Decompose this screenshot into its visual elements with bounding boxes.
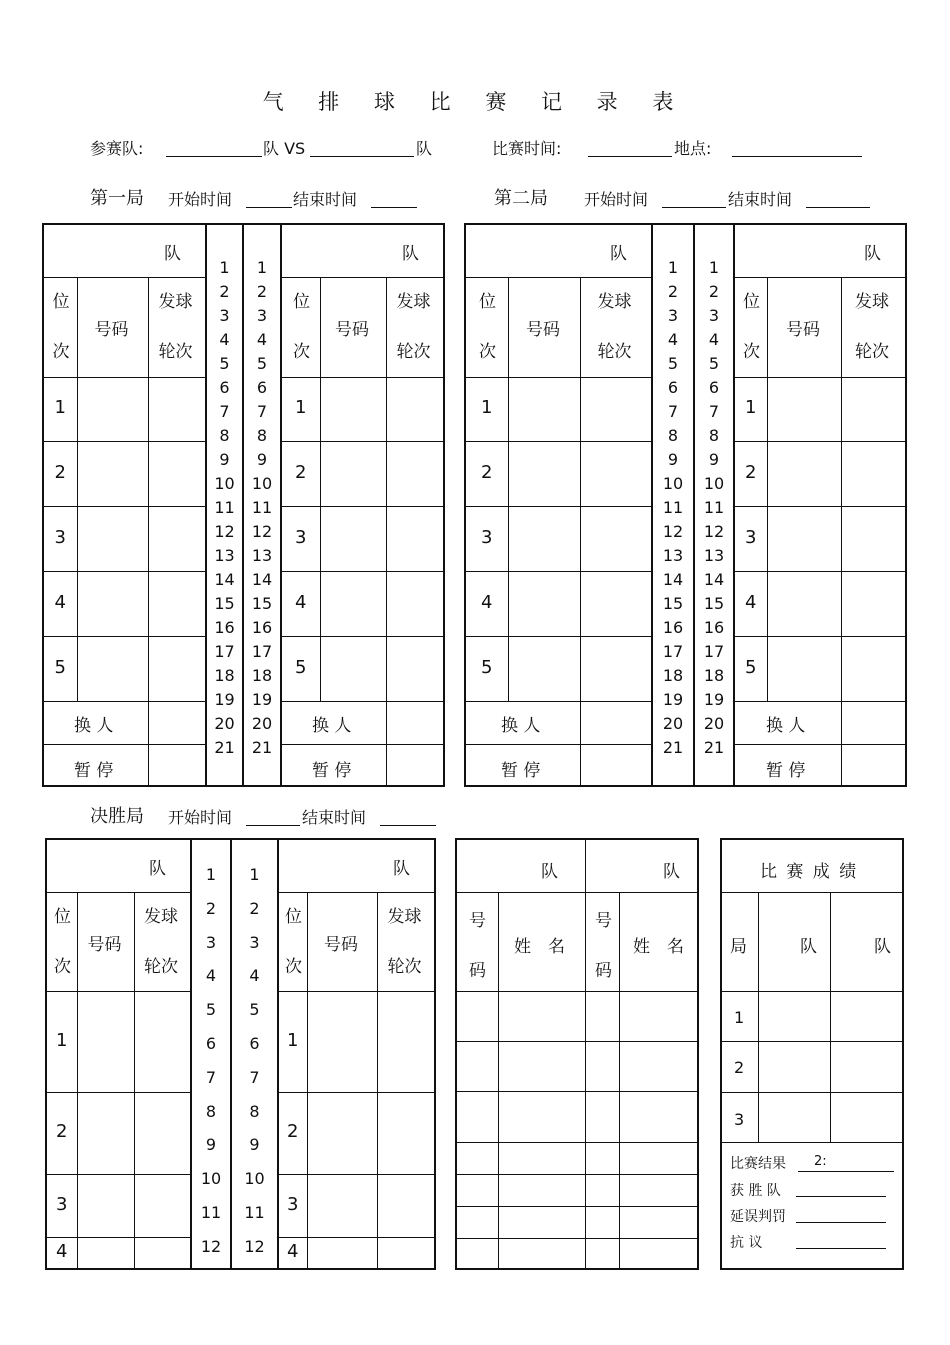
g2-score-left-num-4[interactable]: 4 [667, 330, 679, 349]
g2-left-serve-label-2: 轮次 [597, 342, 632, 362]
g1-score-right-num-4[interactable]: 4 [256, 330, 268, 349]
g2-score-left-num-8[interactable]: 8 [667, 426, 679, 445]
g2-left-row-4: 4 [481, 591, 493, 613]
g2-score-right-num-17[interactable]: 17 [703, 642, 725, 661]
g2-score-left-num-7[interactable]: 7 [667, 402, 679, 421]
g2-score-right [693, 223, 735, 787]
g1-score-left-num-12[interactable]: 12 [214, 522, 235, 541]
place-label: 地点: [674, 139, 712, 158]
g3-score-right-num-4[interactable]: 4 [249, 966, 260, 986]
team-a-field[interactable] [166, 140, 262, 157]
g1-score-right-num-14[interactable]: 14 [251, 570, 273, 589]
g1-left-team-label: 队 [164, 244, 181, 264]
g2-left-row-1: 1 [481, 397, 493, 418]
g2-right-sub-label: 换 人 [766, 716, 806, 736]
g2-left-pos-label-2: 次 [479, 342, 496, 362]
g1-right-pos-label-1: 位 [293, 292, 310, 312]
g2-right-serve-label-2: 轮次 [855, 342, 889, 362]
g1-left-serve-label-2: 轮次 [158, 342, 193, 362]
g3-score-right-num-11[interactable]: 11 [244, 1203, 265, 1222]
team-b-field[interactable] [310, 140, 414, 157]
g2-left-team-label: 队 [610, 244, 627, 264]
g1-score-right-num-1[interactable]: 1 [256, 258, 268, 277]
g2-left-table [464, 223, 653, 787]
g1-score-right-num-19[interactable]: 19 [251, 690, 273, 709]
g2-right-pos-label-1: 位 [743, 292, 760, 312]
g3-score-right-num-8[interactable]: 8 [249, 1101, 260, 1121]
g2-score-right-num-15[interactable]: 15 [703, 594, 725, 613]
g2-score-right-num-7[interactable]: 7 [708, 402, 720, 421]
g2-score-left-num-12[interactable]: 12 [662, 522, 684, 541]
g2-left-pos-label-1: 位 [479, 292, 496, 312]
g1-score-right-num-8[interactable]: 8 [256, 426, 268, 445]
g1-score-right-num-12[interactable]: 12 [251, 522, 273, 541]
g1-left-pos-label-2: 次 [52, 342, 70, 362]
g2-right-timeout-label: 暂 停 [766, 761, 806, 781]
g1-right-row-3: 3 [295, 526, 307, 548]
g2-right-row-2: 2 [745, 461, 757, 483]
game1-label: 第一局 [90, 188, 144, 209]
result-game-3: 3 [734, 1110, 745, 1129]
g1-score-right [242, 223, 282, 787]
decider-start-field[interactable] [246, 809, 300, 826]
g2-left-serve-label-1: 发球 [597, 292, 632, 312]
g1-left-row-4: 4 [54, 591, 66, 613]
g1-right-team-label: 队 [402, 244, 419, 264]
g3-score-left [190, 838, 232, 1270]
g2-score-right-num-19[interactable]: 19 [703, 690, 725, 709]
g1-score-right-num-9[interactable]: 9 [256, 450, 268, 469]
g1-score-left-num-21[interactable]: 21 [214, 738, 235, 757]
g2-right-pos-label-2: 次 [743, 342, 760, 362]
page-title: 气 排 球 比 赛 记 录 表 [262, 90, 688, 114]
g2-score-left-num-18[interactable]: 18 [662, 666, 684, 685]
result-game-2: 2 [734, 1058, 745, 1077]
roster-name-a: 姓 名 [514, 937, 565, 957]
result-table [720, 838, 904, 1270]
result-game-1: 1 [734, 1008, 745, 1027]
winner-field[interactable] [796, 1181, 886, 1197]
game2-end-field[interactable] [806, 191, 870, 208]
g1-score-left-num-5[interactable]: 5 [219, 354, 230, 373]
g1-score-right-num-6[interactable]: 6 [256, 378, 268, 397]
g3-left-row-1: 1 [56, 1029, 68, 1051]
game2-start-field[interactable] [662, 191, 726, 208]
g1-score-left-num-17[interactable]: 17 [214, 642, 235, 661]
result-team-b: 队 [874, 937, 891, 957]
g2-right-row-4: 4 [745, 591, 757, 613]
g1-right-pos-label-2: 次 [293, 342, 310, 362]
g3-score-right-num-2[interactable]: 2 [249, 898, 260, 918]
g2-score-left-num-14[interactable]: 14 [662, 570, 684, 589]
roster-num-b-2: 码 [595, 961, 612, 981]
g1-left-table [42, 223, 207, 787]
vs-label: 队 VS [263, 139, 306, 158]
decider-label: 决胜局 [90, 806, 144, 827]
g3-right-serve-label-1: 发球 [387, 907, 422, 927]
g2-score-left-num-19[interactable]: 19 [662, 690, 684, 709]
g1-score-right-num-21[interactable]: 21 [251, 738, 273, 757]
g1-score-left-num-4[interactable]: 4 [219, 330, 230, 349]
g3-score-left-num-1[interactable]: 1 [205, 865, 217, 884]
g1-score-left-num-6[interactable]: 6 [219, 378, 230, 397]
g3-score-right-num-5[interactable]: 5 [249, 1000, 260, 1020]
g2-score-right-num-16[interactable]: 16 [703, 618, 725, 637]
g2-right-row-5: 5 [745, 656, 757, 678]
g2-score-left-num-2[interactable]: 2 [667, 282, 679, 301]
g2-right-number-label: 号码 [786, 320, 820, 340]
g3-left-serve-label-1: 发球 [144, 907, 178, 927]
g1-right-timeout-label: 暂 停 [312, 761, 352, 781]
g2-left-row-2: 2 [481, 461, 493, 483]
match-time-field[interactable] [588, 140, 672, 157]
g2-score-right-num-3[interactable]: 3 [708, 306, 720, 325]
g3-score-left-num-3[interactable]: 3 [205, 932, 217, 952]
g2-score-left [651, 223, 695, 787]
g2-score-right-num-8[interactable]: 8 [708, 426, 720, 445]
g3-left-table [45, 838, 192, 1270]
g3-right-row-2: 2 [287, 1121, 299, 1142]
g2-score-right-num-6[interactable]: 6 [708, 378, 720, 397]
g3-score-right-num-7[interactable]: 7 [249, 1067, 260, 1087]
g2-score-right-num-1[interactable]: 1 [708, 258, 720, 277]
g2-score-right-num-12[interactable]: 12 [703, 522, 725, 541]
g3-score-right-num-1[interactable]: 1 [249, 865, 260, 884]
g1-score-right-num-11[interactable]: 11 [251, 498, 273, 517]
g1-score-right-num-20[interactable]: 20 [251, 714, 273, 733]
team-b-suffix: 队 [416, 139, 433, 158]
g1-left-timeout-label: 暂 停 [74, 761, 114, 781]
g1-score-right-num-13[interactable]: 13 [251, 546, 273, 565]
g2-right-row-3: 3 [745, 526, 757, 548]
g1-score-left-num-19[interactable]: 19 [214, 690, 235, 709]
g1-score-left-num-8[interactable]: 8 [219, 426, 230, 445]
g3-left-row-4: 4 [56, 1240, 68, 1262]
g2-score-left-num-6[interactable]: 6 [667, 378, 679, 397]
game2-end-label: 结束时间 [728, 190, 793, 209]
g2-score-right-num-14[interactable]: 14 [703, 570, 725, 589]
g1-right-serve-label-2: 轮次 [396, 342, 431, 362]
g2-score-left-num-9[interactable]: 9 [667, 450, 679, 469]
g2-score-left-num-5[interactable]: 5 [667, 354, 679, 373]
g2-score-left-num-13[interactable]: 13 [662, 546, 684, 565]
roster-num-a-2: 码 [469, 961, 486, 981]
match-result-label: 比赛结果 [730, 1156, 786, 1172]
g3-score-left-num-10[interactable]: 10 [200, 1169, 222, 1189]
g1-right-serve-label-1: 发球 [396, 292, 431, 312]
place-field[interactable] [732, 140, 862, 157]
g2-left-row-3: 3 [481, 526, 493, 548]
game1-start-field[interactable] [246, 191, 292, 208]
g1-left-number-label: 号码 [94, 320, 129, 340]
g3-right-team-label: 队 [393, 859, 410, 879]
g3-score-right [230, 838, 279, 1270]
g1-score-right-num-16[interactable]: 16 [251, 618, 273, 637]
g2-score-right-num-5[interactable]: 5 [708, 354, 720, 373]
g1-score-right-num-17[interactable]: 17 [251, 642, 273, 661]
g1-score-right-num-10[interactable]: 10 [251, 474, 273, 493]
g1-right-row-5: 5 [295, 656, 307, 678]
g1-left-row-5: 5 [54, 656, 66, 678]
g3-score-left-num-8[interactable]: 8 [205, 1101, 217, 1121]
teams-label: 参赛队: [90, 139, 144, 158]
g1-right-row-2: 2 [295, 461, 307, 483]
g2-score-right-num-20[interactable]: 20 [703, 714, 725, 733]
g1-score-left-num-2[interactable]: 2 [219, 282, 230, 301]
g3-left-serve-label-2: 轮次 [144, 957, 178, 977]
decider-end-field[interactable] [380, 809, 436, 826]
protest-label: 抗 议 [730, 1235, 763, 1251]
g2-score-left-num-3[interactable]: 3 [667, 306, 679, 325]
game2-label: 第二局 [494, 188, 548, 209]
g1-right-table [280, 223, 445, 787]
g2-right-serve-label-1: 发球 [855, 292, 889, 312]
g2-score-left-num-16[interactable]: 16 [662, 618, 684, 637]
g3-left-pos-label-2: 次 [54, 957, 71, 977]
g1-right-sub-label: 换 人 [312, 716, 352, 736]
roster-num-b-1: 号 [595, 911, 612, 931]
match-time-label: 比赛时间: [492, 139, 562, 158]
g3-right-number-label: 号码 [324, 934, 358, 955]
g2-score-left-num-20[interactable]: 20 [662, 714, 684, 733]
result-game-col: 局 [730, 937, 747, 957]
g1-score-left-num-16[interactable]: 16 [214, 618, 235, 637]
g1-score-left-num-15[interactable]: 15 [214, 594, 235, 613]
roster-team-a: 队 [541, 862, 558, 882]
roster-table [455, 838, 699, 1270]
g2-score-right-num-18[interactable]: 18 [703, 666, 725, 685]
g3-score-left-num-6[interactable]: 6 [205, 1034, 217, 1053]
g1-score-right-num-15[interactable]: 15 [251, 594, 273, 613]
g3-score-left-num-9[interactable]: 9 [205, 1135, 217, 1155]
g2-score-left-num-21[interactable]: 21 [662, 738, 684, 757]
g2-score-right-num-9[interactable]: 9 [708, 450, 720, 469]
g3-score-left-num-5[interactable]: 5 [205, 1000, 217, 1020]
g2-score-right-num-10[interactable]: 10 [703, 474, 725, 493]
g1-score-left-num-1[interactable]: 1 [219, 258, 230, 277]
roster-team-b: 队 [663, 862, 680, 882]
g1-left-row-3: 3 [54, 526, 66, 548]
g1-score-right-num-2[interactable]: 2 [256, 282, 268, 301]
g1-score-left-num-9[interactable]: 9 [219, 450, 230, 469]
g1-left-row-2: 2 [54, 461, 66, 483]
g3-score-left-num-12[interactable]: 12 [200, 1236, 222, 1256]
g1-score-left [205, 223, 244, 787]
g2-left-number-label: 号码 [526, 320, 560, 340]
g3-left-number-label: 号码 [87, 934, 122, 955]
g1-right-row-4: 4 [295, 591, 307, 613]
g3-left-row-2: 2 [56, 1121, 68, 1142]
g1-score-right-num-5[interactable]: 5 [256, 354, 268, 373]
g3-score-left-num-11[interactable]: 11 [200, 1203, 222, 1222]
g3-score-right-num-12[interactable]: 12 [244, 1236, 265, 1256]
g2-left-row-5: 5 [481, 656, 493, 678]
g1-score-left-num-7[interactable]: 7 [219, 402, 230, 421]
g3-right-row-3: 3 [287, 1193, 299, 1215]
g3-right-pos-label-1: 位 [285, 907, 302, 927]
g2-score-left-num-1[interactable]: 1 [667, 258, 679, 277]
g2-right-table [733, 223, 907, 787]
g1-score-left-num-11[interactable]: 11 [214, 498, 235, 517]
g3-score-left-num-4[interactable]: 4 [205, 966, 217, 986]
g3-left-pos-label-1: 位 [54, 907, 71, 927]
roster-name-b: 姓 名 [633, 937, 684, 957]
decider-start-label: 开始时间 [168, 808, 233, 827]
g2-score-right-num-2[interactable]: 2 [708, 282, 720, 301]
g2-score-right-num-4[interactable]: 4 [708, 330, 720, 349]
g3-right-row-4: 4 [287, 1240, 299, 1262]
g2-score-left-num-17[interactable]: 17 [662, 642, 684, 661]
g2-right-row-1: 1 [745, 397, 757, 418]
g3-left-row-3: 3 [56, 1193, 68, 1215]
g3-right-serve-label-2: 轮次 [387, 957, 422, 977]
g1-score-left-num-13[interactable]: 13 [214, 546, 235, 565]
g1-score-right-num-18[interactable]: 18 [251, 666, 273, 685]
g2-right-team-label: 队 [864, 244, 881, 264]
game1-end-label: 结束时间 [293, 190, 358, 209]
g3-score-right-num-9[interactable]: 9 [249, 1135, 260, 1155]
match-result-score: 2: [814, 1154, 827, 1169]
g1-score-right-num-7[interactable]: 7 [256, 402, 268, 421]
g1-left-pos-label-1: 位 [52, 292, 70, 312]
g3-right-row-1: 1 [287, 1029, 299, 1051]
g1-score-left-num-10[interactable]: 10 [214, 474, 235, 493]
delay-label: 延误判罚 [730, 1209, 786, 1225]
g1-left-sub-label: 换 人 [74, 716, 114, 736]
match-result-field[interactable] [798, 1156, 894, 1172]
delay-field[interactable] [796, 1207, 886, 1223]
g2-score-right-num-13[interactable]: 13 [703, 546, 725, 565]
game2-start-label: 开始时间 [584, 190, 649, 209]
g2-score-left-num-11[interactable]: 11 [662, 498, 684, 517]
game1-start-label: 开始时间 [168, 190, 233, 209]
g2-left-sub-label: 换 人 [501, 716, 541, 736]
g3-left-team-label: 队 [149, 859, 166, 879]
g2-left-timeout-label: 暂 停 [501, 761, 541, 781]
g3-right-table [277, 838, 436, 1270]
roster-num-a-1: 号 [469, 911, 486, 931]
g1-score-left-num-14[interactable]: 14 [214, 570, 235, 589]
g3-score-right-num-6[interactable]: 6 [249, 1034, 260, 1053]
g1-right-number-label: 号码 [335, 320, 369, 340]
g1-score-left-num-20[interactable]: 20 [214, 714, 235, 733]
g1-score-right-num-3[interactable]: 3 [256, 306, 268, 325]
g1-score-left-num-3[interactable]: 3 [219, 306, 230, 325]
g1-left-row-1: 1 [54, 397, 66, 418]
result-team-a: 队 [800, 937, 817, 957]
winner-label: 获 胜 队 [730, 1183, 781, 1199]
g2-score-left-num-10[interactable]: 10 [662, 474, 684, 493]
g1-score-left-num-18[interactable]: 18 [214, 666, 235, 685]
g2-score-right-num-21[interactable]: 21 [703, 738, 725, 757]
protest-field[interactable] [796, 1233, 886, 1249]
g3-score-left-num-7[interactable]: 7 [205, 1067, 217, 1087]
g2-score-right-num-11[interactable]: 11 [703, 498, 725, 517]
g3-score-right-num-3[interactable]: 3 [249, 932, 260, 952]
g3-score-left-num-2[interactable]: 2 [205, 898, 217, 918]
g1-left-serve-label-1: 发球 [158, 292, 193, 312]
game1-end-field[interactable] [371, 191, 417, 208]
g1-right-row-1: 1 [295, 397, 307, 418]
result-header: 比 赛 成 绩 [760, 862, 859, 882]
decider-end-label: 结束时间 [302, 808, 367, 827]
g2-score-left-num-15[interactable]: 15 [662, 594, 684, 613]
g3-right-pos-label-2: 次 [285, 957, 302, 977]
g3-score-right-num-10[interactable]: 10 [244, 1169, 265, 1189]
